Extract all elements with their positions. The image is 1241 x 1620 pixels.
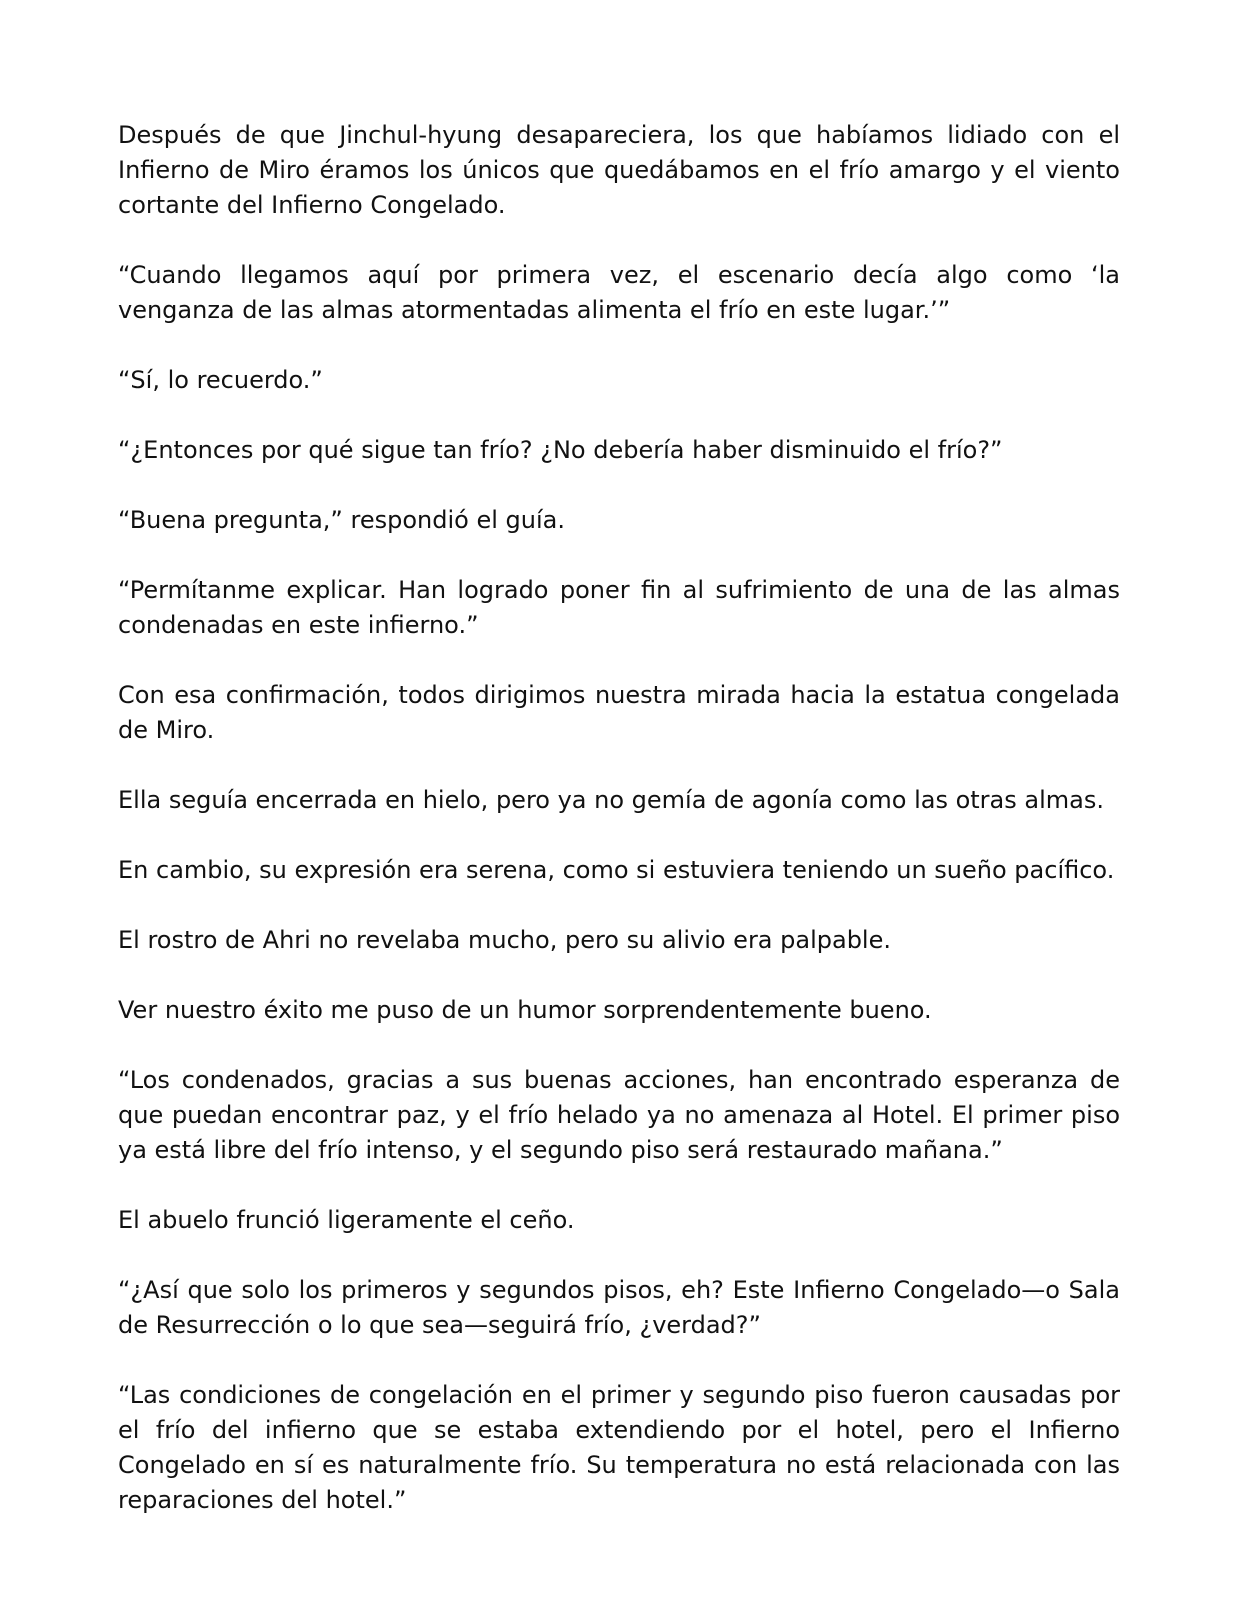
paragraph: “Los condenados, gracias a sus buenas acciones, han encontrado esperanza de que puedan encontrar paz, y el frío helado ya no amenaza al Hotel. El primer piso ya está libre del frío intenso, y el segundo piso será restaurado mañana.”	[118, 1066, 1120, 1164]
paragraph: En cambio, su expresión era serena, como si estuviera teniendo un sueño pacífico.	[118, 856, 1115, 884]
paragraph: El abuelo frunció ligeramente el ceño.	[118, 1206, 575, 1234]
paragraph: “Sí, lo recuerdo.”	[118, 366, 323, 394]
paragraph: “Las condiciones de congelación en el primer y segundo piso fueron causadas por el frío del infierno que se estaba extendiendo por el hotel, pero el Infierno Congelado en sí es naturalmente frío. Su temperatura no está relacionada con las reparaciones del hotel.”	[118, 1381, 1120, 1514]
paragraph: Con esa confirmación, todos dirigimos nuestra mirada hacia la estatua congelada de Miro.	[118, 681, 1120, 744]
paragraph: “¿Así que solo los primeros y segundos pisos, eh? Este Infierno Congelado—o Sala de Resurrección o lo que sea—seguirá frío, ¿verdad?”	[118, 1276, 1120, 1339]
document-body	[118, 118, 1120, 1553]
paragraph: “Cuando llegamos aquí por primera vez, el escenario decía algo como ‘la venganza de las almas atormentadas alimenta el frío en este lugar.’”	[118, 261, 1120, 324]
paragraph: Ver nuestro éxito me puso de un humor sorprendentemente bueno.	[118, 996, 932, 1024]
paragraph: “¿Entonces por qué sigue tan frío? ¿No debería haber disminuido el frío?”	[118, 436, 1003, 464]
paragraph: El rostro de Ahri no revelaba mucho, pero su alivio era palpable.	[118, 926, 891, 954]
paragraph: Después de que Jinchul-hyung desapareciera, los que habíamos lidiado con el Infierno de Miro éramos los únicos que quedábamos en el frío amargo y el viento cortante del Infierno Congelado.	[118, 121, 1120, 219]
paragraph: “Buena pregunta,” respondió el guía.	[118, 506, 565, 534]
paragraph: “Permítanme explicar. Han logrado poner fin al sufrimiento de una de las almas condenadas en este infierno.”	[118, 576, 1120, 639]
paragraph: Ella seguía encerrada en hielo, pero ya no gemía de agonía como las otras almas.	[118, 786, 1104, 814]
